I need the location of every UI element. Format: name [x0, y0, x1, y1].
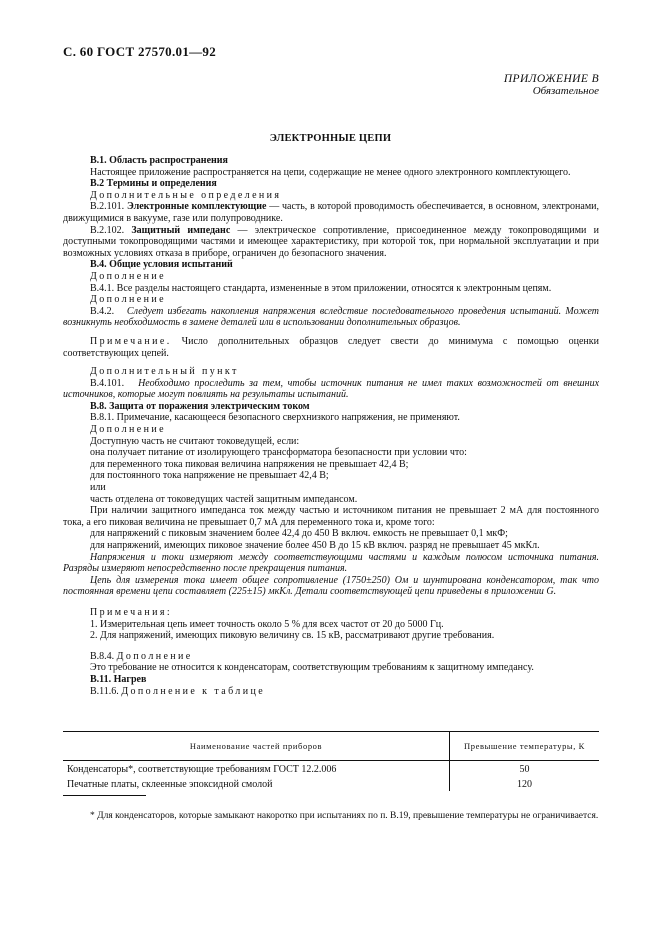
list-line: для переменного тока пиковая величина напряжения не превышает 42,4 В;	[90, 458, 409, 470]
definition-text: — электрическое сопротивление, присоединенное между токопроводящими и доступными токопроводящими частями и имеющее характеристику, при которой ток, при нормальной эксплуатации и при возможных условиях отказа в приборе, ограничен до безопасного значения.	[63, 224, 599, 259]
paragraph-measurement: Напряжения и токи измеряют между соответствующими частями и каждым полюсом источника питания. Разряды измеряют непосредственно после прекращения питания.	[63, 551, 599, 575]
table-cell-name: Конденсаторы*, соответствующие требованиям ГОСТ 12.2.006	[67, 764, 337, 775]
additional-point-label: Дополнительный пункт	[90, 366, 239, 378]
definition-term: Электронные комплектующие	[126, 201, 267, 213]
list-line: или	[90, 482, 106, 494]
table-cell-value: 120	[450, 776, 600, 791]
paragraph-b8-4-text: Это требование не относится к конденсаторам, соответствующим требованиям к защитному импедансу.	[90, 662, 534, 674]
paragraph-impedance: При наличии защитного импеданса ток между частью и источником питания не превышает 2 мА для постоянного тока, а его пиковая величина не превышает 0,7 мА для переменного тока и, кроме того:	[63, 505, 599, 528]
definition-number: B.2.102.	[90, 224, 125, 236]
list-line: она получает питание от изолирующего трансформатора безопасности при условии что:	[90, 447, 467, 459]
addition-label: Дополнение	[90, 294, 166, 306]
definition-b2-102	[63, 225, 599, 260]
section-b11-heading: B.11. Нагрев	[90, 673, 147, 685]
table-header-value: Превышение температуры, К	[450, 732, 600, 761]
paragraph-number: B.8.4.	[90, 650, 115, 662]
addition-label: Дополнение	[90, 424, 166, 436]
table-row	[63, 776, 599, 791]
definition-text: — часть, в которой проводимость обеспечивается, в основном, электронами, движущимися в вакууме, газе или полупроводнике.	[63, 201, 600, 224]
footnote-divider	[63, 795, 146, 796]
definition-term: Защитный импеданс	[131, 224, 231, 236]
paragraph-circuit: Цепь для измерения тока имеет общее сопротивление (1750±250) Ом и шунтирована конденсатором, так что постоянная времени цепи составляет (225±15) мкКл. Детали соответствующей цепи приведены в приложении G.	[63, 574, 599, 598]
notes-label: Примечания:	[90, 606, 173, 618]
section-b4-heading: B.4. Общие условия испытаний	[90, 259, 233, 271]
temperature-table	[63, 731, 599, 791]
paragraph-text: Следует избегать накопления напряжения вследствие последовательного проведения испытаний. Может возникнуть необходимость в замене деталей или в использовании дополнительных образцов.	[63, 305, 600, 329]
paragraph-number: B.11.6.	[90, 685, 119, 697]
list-line: для напряжений с пиковым значением более 42,4 до 450 В включ. емкость не превышает 0,1 мкФ;	[90, 528, 508, 540]
section-b2-heading: B.2 Термины и определения	[90, 178, 217, 190]
section-b1-heading: B.1. Область распространения	[90, 155, 228, 166]
page-header: С. 60 ГОСТ 27570.01—92	[63, 44, 217, 59]
paragraph-b4-1: B.4.1. Все разделы настоящего стандарта, измененные в этом приложении, относятся к электронным цепям.	[90, 282, 552, 294]
list-line: Доступную часть не считают токоведущей, если:	[90, 435, 300, 447]
list-line: для напряжений, имеющих пиковое значение более 450 В до 15 кВ включ. разряд не превышает 45 мкКл.	[90, 540, 540, 551]
page-title: ЭЛЕКТРОННЫЕ ЦЕПИ	[269, 133, 392, 144]
definition-number: B.2.101.	[90, 201, 125, 213]
note-item: 1. Измерительная цепь имеет точность около 5 % для всех частот от 20 до 5000 Гц.	[90, 618, 444, 630]
list-line: часть отделена от токоведущих частей защитным импедансом.	[90, 493, 358, 505]
paragraph-b8-1: B.8.1. Примечание, касающееся безопасного сверхнизкого напряжения, не применяют.	[90, 412, 460, 424]
list-line: для постоянного тока напряжение не превышает 42,4 В;	[90, 470, 329, 482]
definition-b2-101	[63, 201, 599, 224]
annex-label	[504, 73, 599, 97]
table-row	[63, 761, 599, 777]
addition-label: Дополнение	[90, 270, 166, 282]
paragraph-b11-6	[63, 686, 599, 698]
note-b4	[63, 336, 599, 359]
table-cell-value: 50	[450, 761, 600, 777]
paragraph-text: Дополнение к таблице	[121, 685, 266, 697]
paragraph-b4-2	[63, 306, 599, 329]
annex-status: Обязательное	[532, 85, 599, 97]
note-text: Число дополнительных образцов следует свести до минимума с помощью оценки соответствующих цепей.	[63, 335, 599, 359]
annex-name: ПРИЛОЖЕНИЕ В	[503, 73, 599, 85]
paragraph-number: B.4.101.	[90, 377, 125, 389]
paragraph-number: B.4.2.	[90, 305, 115, 317]
section-b1-text: Настоящее приложение распространяется на цепи, содержащие не менее одного электронного комплектующего.	[90, 166, 571, 178]
paragraph-text: Необходимо проследить за тем, чтобы источник питания не имел таких возможностей от внешних источников, которые могут повлиять на результаты испытаний.	[63, 377, 600, 401]
table-header-row	[63, 732, 599, 761]
table-header-name: Наименование частей приборов	[63, 732, 450, 761]
document-body	[63, 155, 599, 697]
section-b8-heading: B.8. Защита от поражения электрическим током	[90, 400, 310, 412]
paragraph-b8-4	[63, 651, 599, 663]
addition-label: Дополнение	[116, 650, 193, 662]
footnote: * Для конденсаторов, которые замыкают накоротко при испытаниях по п. B.19, превышение температуры не ограничивается.	[90, 810, 599, 821]
note-label: Примечание.	[90, 335, 172, 347]
note-item: 2. Для напряжений, имеющих пиковую величину св. 15 кВ, рассматривают другие требования.	[90, 630, 495, 642]
section-b2-subheading: Дополнительные определения	[90, 189, 282, 201]
paragraph-b4-101	[63, 378, 599, 401]
table-cell-name: Печатные платы, склеенные эпоксидной смолой	[67, 779, 273, 790]
